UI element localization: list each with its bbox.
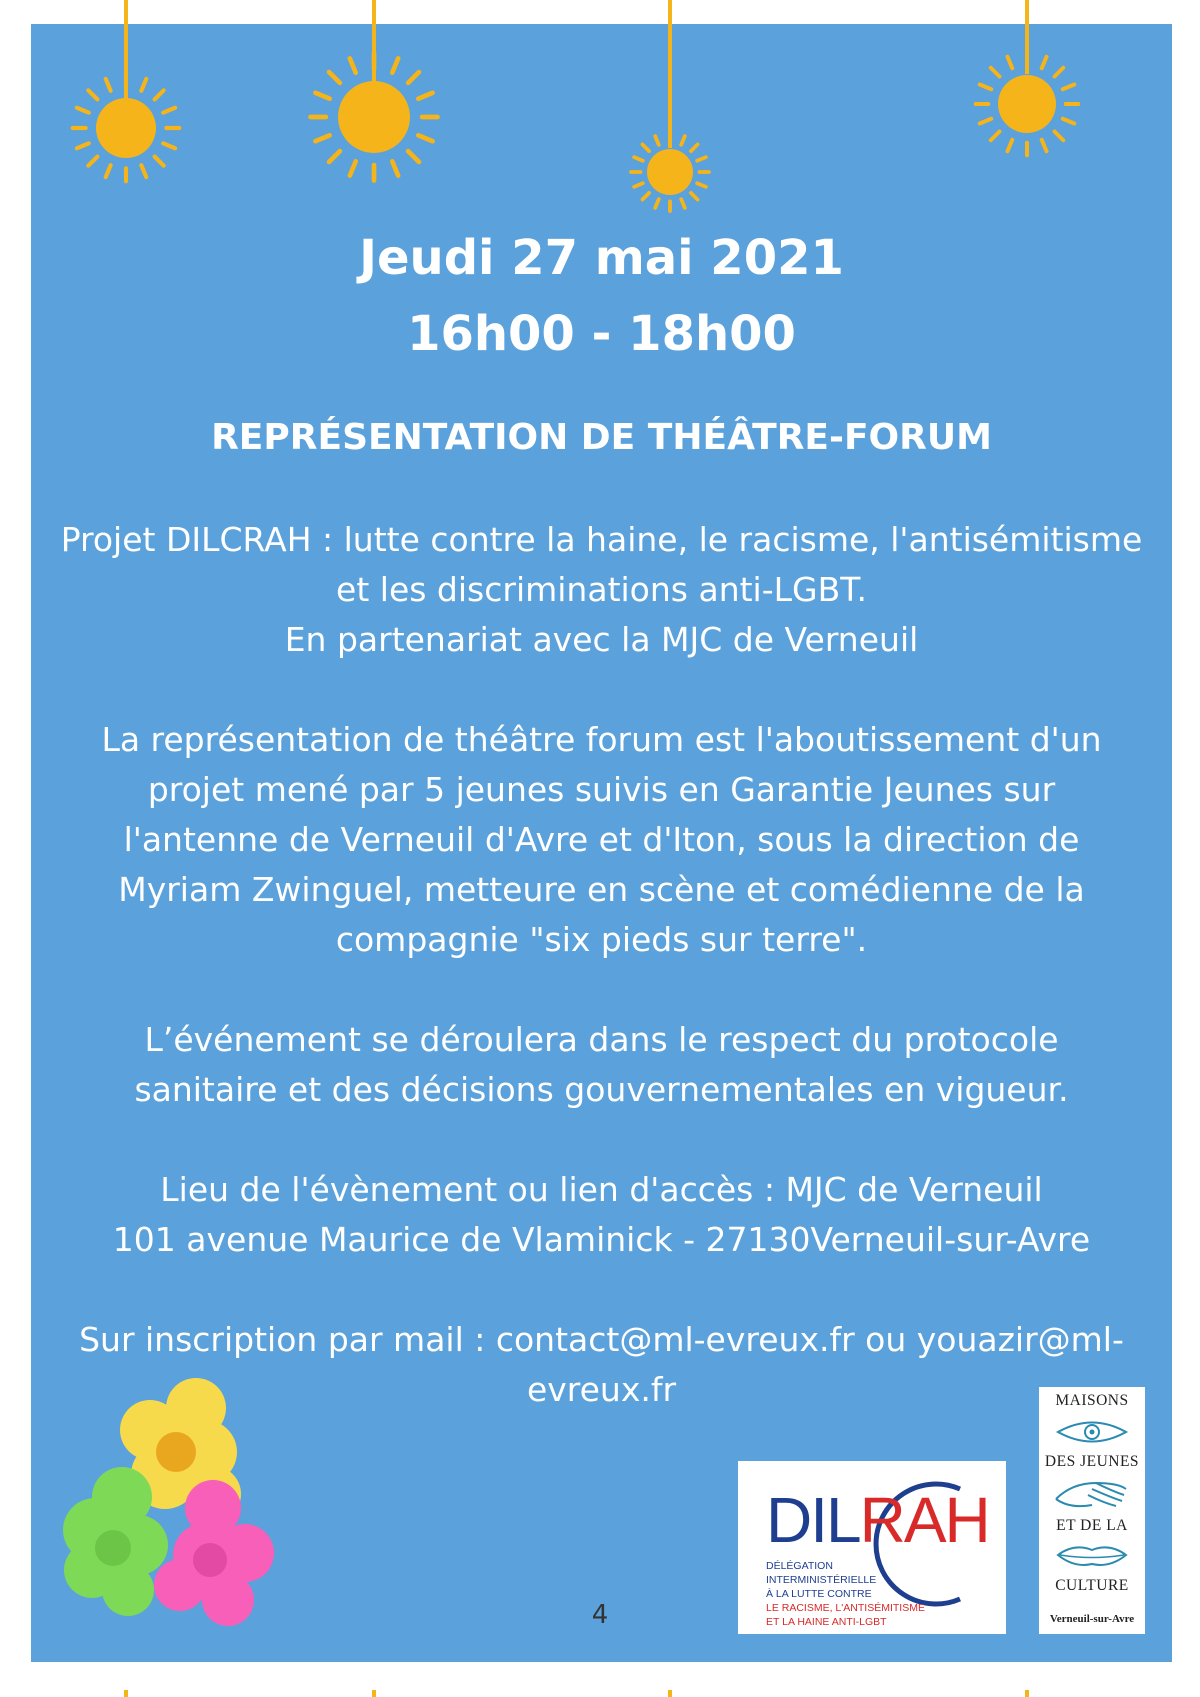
mjc-city: Verneuil-sur-Avre [1049,1613,1135,1625]
mjc-logo [1039,1387,1145,1634]
text-line: Myriam Zwinguel, metteure en scène et comédienne de la [118,870,1085,909]
project-paragraph [31,515,1172,665]
mjc-line: ET DE LA [1056,1517,1128,1534]
text-line: Lieu de l'évènement ou lien d'accès : MJC de Verneuil [160,1170,1043,1209]
dilcrah-sub-line: À LA LUTTE CONTRE [766,1588,872,1600]
dilcrah-word-blue: DIL [766,1484,860,1556]
page-number: 4 [591,1600,609,1630]
text-line: La représentation de théâtre forum est l'aboutissement d'un [101,720,1102,759]
mjc-line: MAISONS [1055,1392,1129,1409]
text-line: compagnie "six pieds sur terre". [335,920,868,959]
text-line: 101 avenue Maurice de Vlaminick - 27130Verneuil-sur-Avre [112,1220,1091,1259]
lips-icon [1052,1540,1132,1570]
description-paragraph [31,715,1172,965]
text-line: L’événement se déroulera dans le respect du protocole [144,1020,1059,1059]
dilcrah-subtitle [766,1559,925,1629]
event-time: 16h00 - 18h00 [407,306,796,362]
mjc-line: DES JEUNES [1044,1453,1140,1470]
text-line: Projet DILCRAH : lutte contre la haine, le racisme, l'antisémitisme [60,520,1143,559]
protocol-paragraph [31,1015,1172,1115]
registration-paragraph [31,1315,1172,1415]
text-line: Sur inscription par mail : contact@ml-evreux.fr ou youazir@ml- [79,1320,1124,1359]
event-date: Jeudi 27 mai 2021 [359,230,844,286]
text-line: En partenariat avec la MJC de Verneuil [284,620,919,659]
event-heading: REPRÉSENTATION DE THÉÂTRE-FORUM [211,417,992,458]
eye-icon [1052,1417,1132,1447]
dilcrah-sub-line: DÉLÉGATION [766,1560,833,1572]
text-line: projet mené par 5 jeunes suivis en Garantie Jeunes sur [147,770,1056,809]
text-line: l'antenne de Verneuil d'Avre et d'Iton, sous la direction de [123,820,1080,859]
text-line: et les discriminations anti-LGBT. [336,570,867,609]
dilcrah-sub-line: LE RACISME, L'ANTISÉMITISME [766,1602,925,1614]
text-line: evreux.fr [526,1370,677,1409]
dilcrah-wordmark [766,1485,989,1555]
event-date-time [31,220,1172,372]
hand-icon [1052,1475,1132,1511]
dilcrah-sub-line: ET LA HAINE ANTI-LGBT [766,1616,887,1628]
dilcrah-logo [738,1461,1006,1634]
dilcrah-word-red: RAH [859,1484,989,1556]
text-line: sanitaire et des décisions gouvernementales en vigueur. [134,1070,1069,1109]
dilcrah-sub-line: INTERMINISTÉRIELLE [766,1574,877,1586]
location-paragraph [31,1165,1172,1265]
mjc-line: CULTURE [1055,1577,1129,1594]
